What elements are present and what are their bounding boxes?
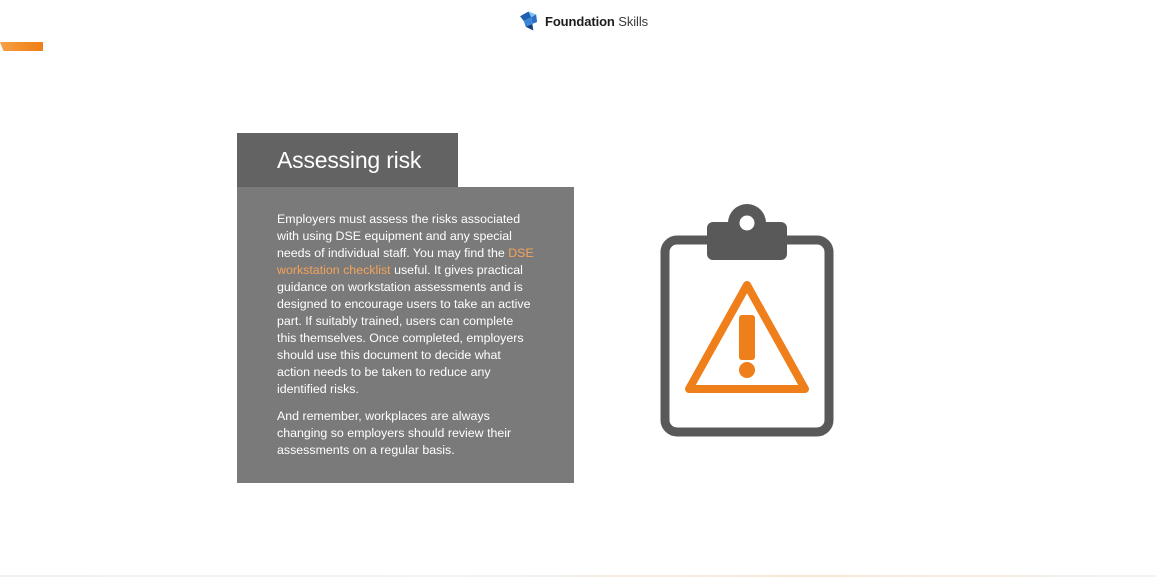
brand-name [545, 14, 648, 29]
clipboard-warning-icon [658, 203, 836, 439]
dse-checklist-link[interactable]: DSE workstation checklist [277, 246, 534, 277]
foundation-skills-logo-icon [520, 11, 539, 31]
card-title: Assessing risk [277, 146, 422, 173]
accent-bar [0, 42, 43, 51]
brand-name-bold: Foundation [545, 13, 615, 29]
brand-header [520, 9, 648, 33]
card-body [237, 187, 574, 483]
paragraph-1-text-before: Employers must assess the risks associated with using DSE equipment and any special needs of individual staff. You may find the [277, 212, 521, 260]
card-paragraph-2: And remember, workplaces are always changing so employers should review their assessments on a regular basis. [277, 409, 512, 457]
card-title-tab [237, 133, 458, 187]
brand-name-light: Skills [618, 13, 649, 29]
card-paragraph-1 [277, 211, 534, 398]
paragraph-1-text-after: useful. It gives practical guidance on workstation assessments and is designed to encourage users to take an active part. If suitably trained, users can complete this themselves. Once completed, employers should use this document to decide what action needs to be taken to reduce any identified risks. [277, 263, 531, 396]
